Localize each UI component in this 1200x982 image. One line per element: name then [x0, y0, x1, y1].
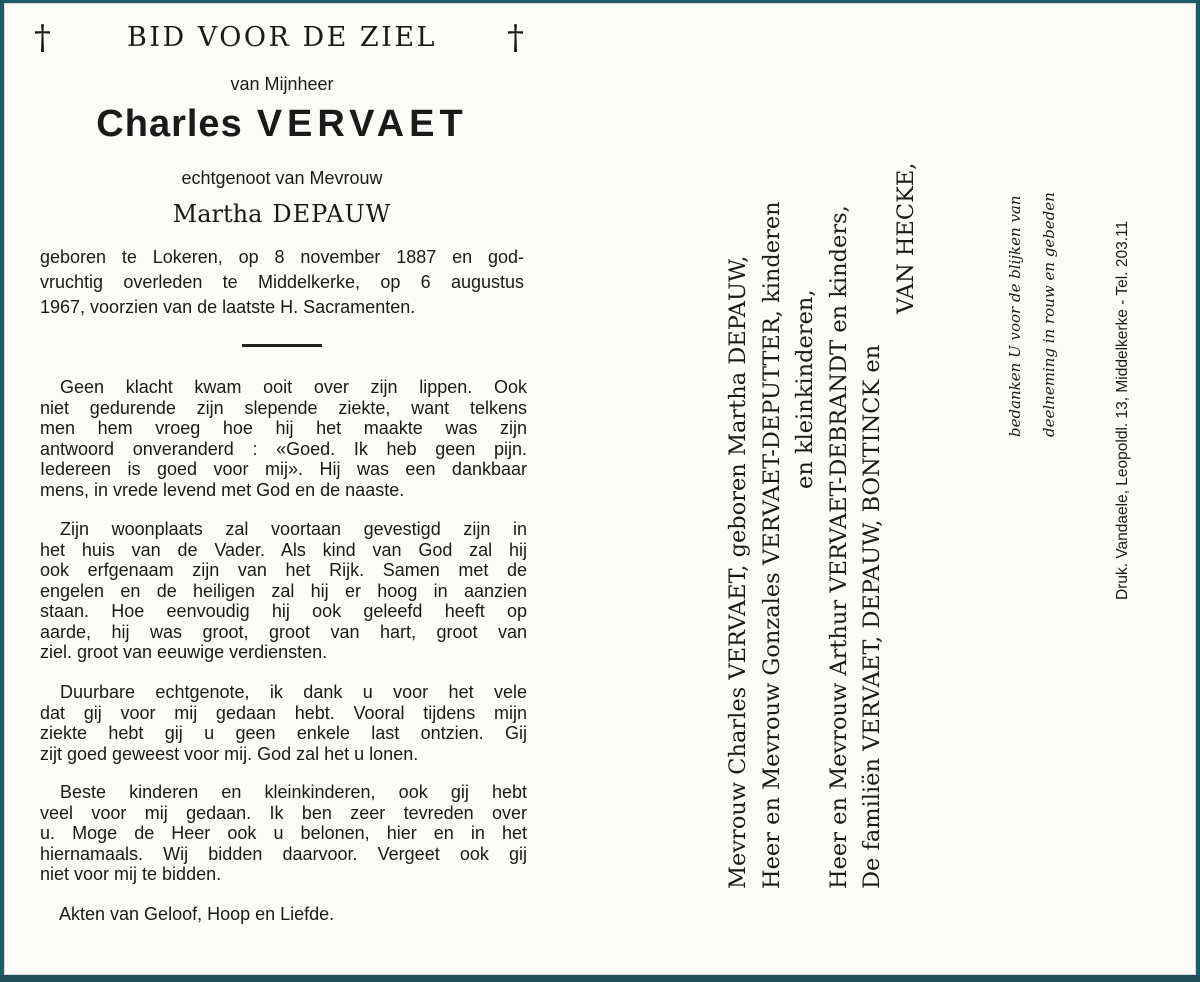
text-line: ziekte hebt gij u geen enkele last ontzien. Gij: [40, 723, 527, 743]
text-line: niet voor mij te bidden.: [40, 864, 222, 884]
paragraph-1: [40, 377, 527, 500]
text-line: aarde, hij was groot, groot van hart, groot van: [40, 621, 527, 642]
text-line: veel voor mij gedaan. Ik ben zeer tevreden over: [40, 802, 527, 823]
text-line: Geen klacht kwam ooit over zijn lippen. Ook: [60, 377, 527, 397]
text-line: staan. Hoe eenvoudig hij ook geleefd heeft op: [40, 601, 527, 621]
family-line: VAN HECKE,: [892, 162, 919, 314]
paragraph-2: [40, 519, 527, 663]
paragraph-3: [40, 682, 527, 764]
spouse-name: [40, 199, 524, 229]
spouse-intro: echtgenoot van Mevrouw: [181, 168, 383, 188]
thanks-line: bedanken U voor de blijken van: [1006, 195, 1024, 437]
text-line: u. Moge de Heer ook u belonen, hier en in het: [40, 823, 527, 843]
family-line: Heer en Mevrouw Arthur VERVAET-DEBRANDT en kinders,: [825, 205, 852, 889]
text-line: Zijn woonplaats zal voortaan gevestigd zijn in: [60, 519, 527, 539]
bio-line: vruchtig overleden te Middelkerke, op 6 augustus: [40, 272, 524, 292]
deceased-first-name: Charles: [96, 103, 243, 145]
background-strip: [0, 975, 1200, 982]
text-line: Beste kinderen en kleinkinderen, ook gij hebt: [60, 782, 527, 802]
spouse-surname: DEPAUW: [272, 200, 392, 228]
bio-line: 1967, voorzien van de laatste H. Sacramenten.: [40, 297, 416, 317]
closing-prayers: Akten van Geloof, Hoop en Liefde.: [59, 904, 335, 924]
text-line: mens, in vrede levend met God en de naaste.: [40, 479, 405, 500]
text-line: zijt goed geweest voor mij. God zal het u lonen.: [40, 743, 419, 764]
thanks-line: deelneming in rouw en gebeden: [1040, 192, 1058, 437]
printer-imprint: Druk. Vandaele, Leopoldl. 13, Middelkerke - Tel. 203.11: [1114, 220, 1131, 600]
family-line: Mevrouw Charles VERVAET, geboren Martha DEPAUW,: [725, 255, 751, 889]
text-line: ziel. groot van eeuwige verdiensten.: [40, 642, 328, 662]
deceased-name: [40, 100, 524, 148]
bio-line: geboren te Lokeren, op 8 november 1887 en god-: [40, 247, 524, 267]
text-line: hiernamaals. Wij bidden daarvoor. Vergeet ook gij: [40, 843, 527, 864]
card-heading: BID VOOR DE ZIEL: [127, 22, 437, 53]
text-line: ook erfgenaam zijn van het Rijk. Samen met de: [40, 560, 527, 580]
family-line: Heer en Mevrouw Gonzales VERVAET-DEPUTTER, kinderen: [758, 201, 785, 889]
deceased-prefix: van Mijnheer: [230, 74, 334, 94]
text-line: Duurbare echtgenote, ik dank u voor het vele: [60, 682, 527, 702]
text-line: Iedereen is goed voor mij». Hij was een dankbaar: [40, 459, 527, 479]
family-line: De familiën VERVAET, DEPAUW, BONTINCK en: [859, 344, 885, 889]
text-line: engelen en de heiligen zal hij er hoog in aanzien: [40, 580, 527, 601]
spouse-first-name: Martha: [172, 200, 263, 228]
divider: [242, 344, 322, 347]
family-line: en kleinkinderen,: [792, 289, 818, 489]
deceased-surname: VERVAET: [256, 103, 468, 145]
paragraph-4: [40, 782, 527, 885]
thanks-message: [998, 192, 1066, 437]
cross-left-icon: †: [34, 18, 51, 58]
cross-right-icon: †: [507, 18, 524, 58]
text-line: het huis van de Vader. Als kind van God zal hij: [40, 539, 527, 560]
text-line: men hem vroeg hoe hij het maakte was zijn: [40, 418, 527, 438]
text-line: dat gij voor mij gedaan hebt. Vooral tijdens mijn: [40, 702, 527, 723]
family-announcement: [722, 163, 923, 889]
biography: [40, 245, 524, 320]
text-line: antwoord onveranderd : «Goed. Ik heb geen pijn.: [40, 438, 527, 459]
text-line: niet gedurende zijn slepende ziekte, want telkens: [40, 397, 527, 418]
